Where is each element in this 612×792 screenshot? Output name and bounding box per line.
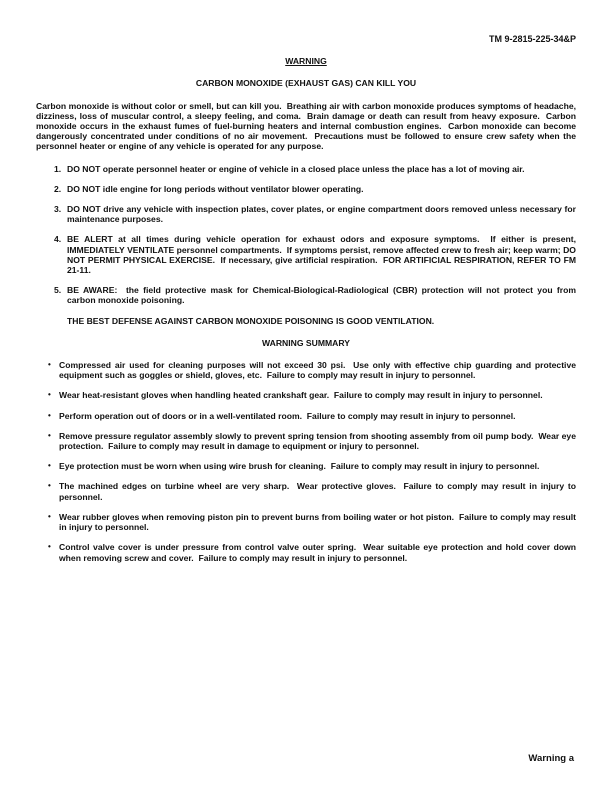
item-text: DO NOT drive any vehicle with inspection plates, cover plates, or engine compartment doors removed unless necessary for maintenance purposes.: [67, 204, 579, 225]
bullet-icon: •: [48, 461, 51, 471]
item-number: 1.: [54, 163, 62, 174]
bullet-icon: •: [48, 390, 51, 400]
item-text: Control valve cover is under pressure from control valve outer spring. Wear suitable eye protection and hold cover down when removing screw and cover. Failure to comply may result in injury to personnel.: [59, 542, 579, 563]
bullet-icon: •: [48, 511, 51, 521]
item-text: Wear heat-resistant gloves when handling heated crankshaft gear. Failure to comply may result in injury to personnel.: [59, 390, 543, 401]
item-text: DO NOT idle engine for long periods without ventilator blower operating.: [67, 183, 364, 194]
bullet-icon: •: [48, 542, 51, 552]
bullet-icon: •: [48, 430, 51, 440]
item-text: Eye protection must be worn when using wire brush for cleaning. Failure to comply may result in injury to personnel.: [59, 461, 540, 472]
bullet-icon: •: [48, 360, 51, 370]
best-defense-statement: THE BEST DEFENSE AGAINST CARBON MONOXIDE POISONING IS GOOD VENTILATION.: [67, 315, 435, 326]
intro-paragraph: Carbon monoxide is without color or smell, but can kill you. Breathing air with carbon monoxide produces symptoms of headache, dizziness, loss of muscular control, a sleepy feeling, and coma. Brain damage or death can result from heavy exposure. Carbon monoxide occurs in the exhaust fumes of fuel-burning heaters and internal combustion engines. Carbon monoxide can become dangerously concentrated under conditions of no air movement. Precautions must be followed to ensure crew safety when the personnel heater or engine of any vehicle is operated for any purpose.: [36, 100, 579, 152]
numbered-item-2: [54, 184, 576, 194]
bullet-icon: •: [48, 481, 51, 491]
item-text: Compressed air used for cleaning purposes will not exceed 30 psi. Use only with effective chip guarding and protective equipment such as goggles or shield, gloves, etc. Failure to comply may result in injury to personnel.: [59, 360, 579, 381]
numbered-list: [36, 163, 579, 306]
bullet-item-5: [48, 461, 576, 471]
warning-summary-heading: WARNING SUMMARY: [261, 337, 350, 348]
page-footer-label: Warning a: [528, 752, 574, 764]
bullet-item-1: [48, 360, 579, 381]
item-text: BE AWARE: the field protective mask for Chemical-Biological-Radiological (CBR) protection will not protect you from carbon monoxide poisoning.: [67, 285, 579, 306]
numbered-item-1: [54, 164, 576, 174]
bullet-icon: •: [48, 410, 51, 420]
item-text: BE ALERT at all times during vehicle operation for exhaust odors and exposure symptoms. If either is present, IMMEDIATELY VENTILATE personnel compartments. If symptoms persist, remove affected crew to fresh air; keep warm; DO NOT PERMIT PHYSICAL EXERCISE. If necessary, give artificial respiration. FOR ARTIFICIAL RESPIRATION, REFER TO FM 21-11.: [67, 234, 579, 276]
bullet-item-7: [48, 511, 579, 533]
item-number: 4.: [54, 234, 62, 245]
tm-number: TM 9-2815-225-34&P: [488, 34, 576, 44]
bullet-item-8: [48, 542, 579, 563]
numbered-item-4: [54, 234, 579, 276]
item-number: 2.: [54, 183, 62, 194]
bullet-item-2: [48, 390, 576, 400]
bullet-item-4: [48, 430, 579, 452]
numbered-item-3: [54, 204, 579, 225]
item-text: DO NOT operate personnel heater or engine of vehicle in a closed place unless the place has a lot of moving air.: [67, 163, 525, 174]
warning-subtitle: CARBON MONOXIDE (EXHAUST GAS) CAN KILL YOU: [195, 78, 417, 89]
bullet-item-6: [48, 481, 579, 502]
warning-heading-text: WARNING: [285, 56, 327, 67]
item-text: Remove pressure regulator assembly slowly to prevent spring tension from shooting assembly from oil pump body. Wear eye protection. Failure to comply may result in damage to equipment or injury to personnel.: [59, 430, 579, 452]
item-number: 3.: [54, 204, 62, 215]
item-text: Wear rubber gloves when removing piston pin to prevent burns from boiling water or hot piston. Failure to comply may result in injury to personnel.: [59, 511, 579, 533]
bullet-item-3: [48, 411, 576, 421]
item-number: 5.: [54, 285, 62, 296]
item-text: Perform operation out of doors or in a well-ventilated room. Failure to comply may result in injury to personnel.: [59, 410, 516, 421]
warning-heading: [36, 56, 576, 66]
bullet-list: [36, 360, 579, 563]
numbered-item-5: [54, 285, 579, 306]
item-text: The machined edges on turbine wheel are very sharp. Wear protective gloves. Failure to comply may result in injury to personnel.: [59, 481, 579, 502]
